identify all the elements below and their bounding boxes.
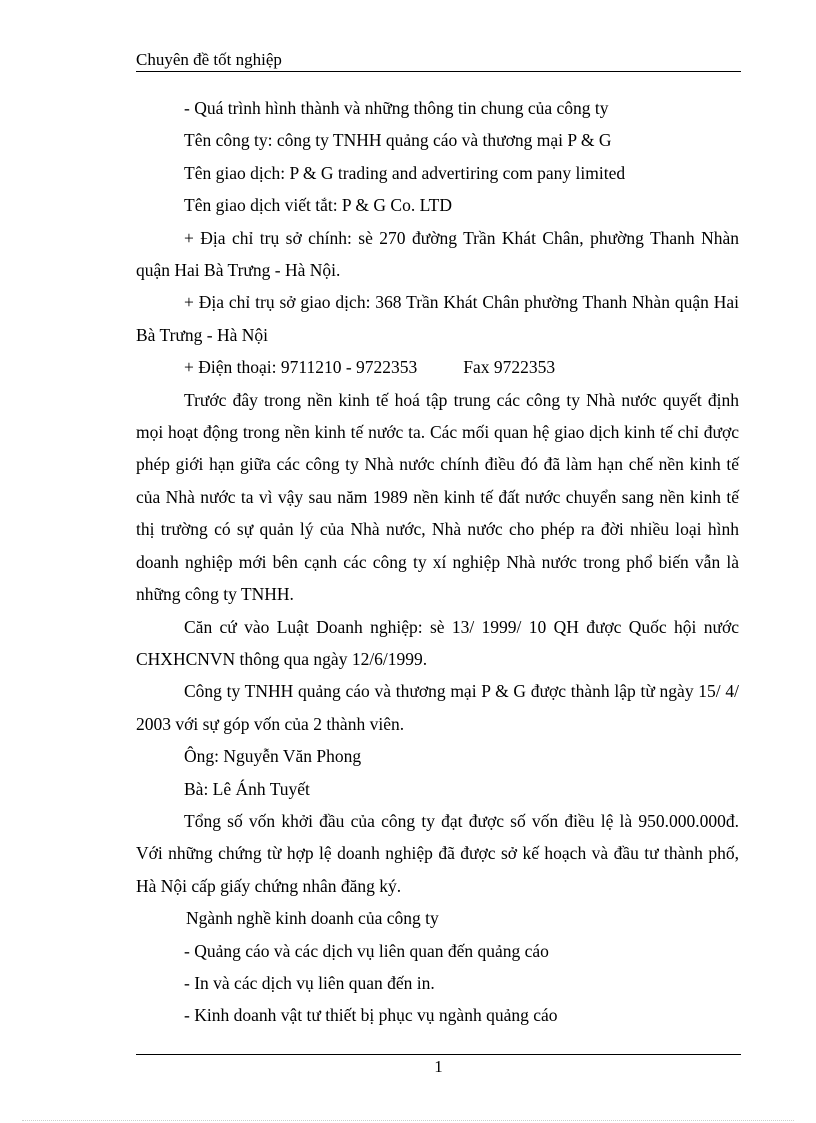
paragraph-member-1: Ông: Nguyễn Văn Phong: [184, 746, 362, 767]
fax-text: Fax 9722353: [463, 357, 556, 378]
paragraph-establishment: Công ty TNHH quảng cáo và thương mại P & G được thành lập từ ngày 15/ 4/ 2003 với sự góp vốn của 2 thành viên.: [136, 681, 739, 734]
header-rule: [136, 71, 741, 72]
paragraph-history-heading: - Quá trình hình thành và những thông tin chung của công ty: [184, 98, 609, 118]
phone-text: + Điện thoại: 9711210 - 9722353: [184, 357, 418, 378]
paragraph-capital: Tổng số vốn khởi đầu của công ty đạt được số vốn điều lệ là 950.000.000đ. Với những chứng từ hợp lệ doanh nghiệp đã được sở kế hoạch và đầu tư thành phố, Hà Nội cấp giấy chứng nhân đăng ký.: [136, 810, 739, 896]
footer-rule: [136, 1054, 741, 1055]
header-title: Chuyên đề tốt nghiệp: [136, 50, 282, 69]
paragraph-company-name: Tên công ty: công ty TNHH quảng cáo và thương mại P & G: [184, 130, 612, 151]
page-edge-dotted-line: [22, 1120, 794, 1121]
document-body: [136, 92, 739, 1032]
list-item-advertising: - Quảng cáo và các dịch vụ liên quan đến quảng cáo: [184, 940, 549, 961]
list-item-printing: - In và các dịch vụ liên quan đến in.: [184, 972, 435, 993]
paragraph-short-name: Tên giao dịch viết tắt: P & G Co. LTD: [184, 195, 452, 216]
paragraph-head-office-address: + Địa chỉ trụ sở chính: sè 270 đường Trần Khát Chân, phường Thanh Nhàn quận Hai Bà Trưng - Hà Nội.: [136, 227, 739, 281]
paragraph-transaction-address: + Địa chỉ trụ sở giao dịch: 368 Trần Khát Chân phường Thanh Nhàn quận Hai Bà Trưng - Hà Nội: [136, 292, 739, 345]
list-item-equipment: - Kinh doanh vật tư thiết bị phục vụ ngành quảng cáo: [184, 1005, 558, 1026]
paragraph-contact: [136, 351, 739, 383]
page-number: 1: [434, 1057, 443, 1076]
paragraph-legal-basis: Căn cứ vào Luật Doanh nghiệp: sè 13/ 1999/ 10 QH được Quốc hội nước CHXHCNVN thông qua ngày 12/6/1999.: [136, 616, 739, 669]
paragraph-background: Trước đây trong nền kinh tế hoá tập trung các công ty Nhà nước quyết định mọi hoạt động trong nền kinh tế nước ta. Các mối quan hệ giao dịch kinh tế chỉ được phép giới hạn giữa các công ty Nhà nước chính điều đó đã làm hạn chế nền kinh tế của Nhà nước ta vì vậy sau năm 1989 nền kinh tế đất nước chuyển sang nền kinh tế thị trường có sự quản lý của Nhà nước, Nhà nước cho phép ra đời nhiều loại hình doanh nghiệp mới bên cạnh các công ty xí nghiệp Nhà nước trong phổ biến vẫn là những công ty TNHH.: [136, 389, 739, 605]
paragraph-trading-name: Tên giao dịch: P & G trading and advertiring com pany limited: [184, 162, 626, 183]
paragraph-business-lines-heading: Ngành nghề kinh doanh của công ty: [186, 908, 439, 929]
paragraph-member-2: Bà: Lê Ánh Tuyết: [184, 778, 310, 799]
